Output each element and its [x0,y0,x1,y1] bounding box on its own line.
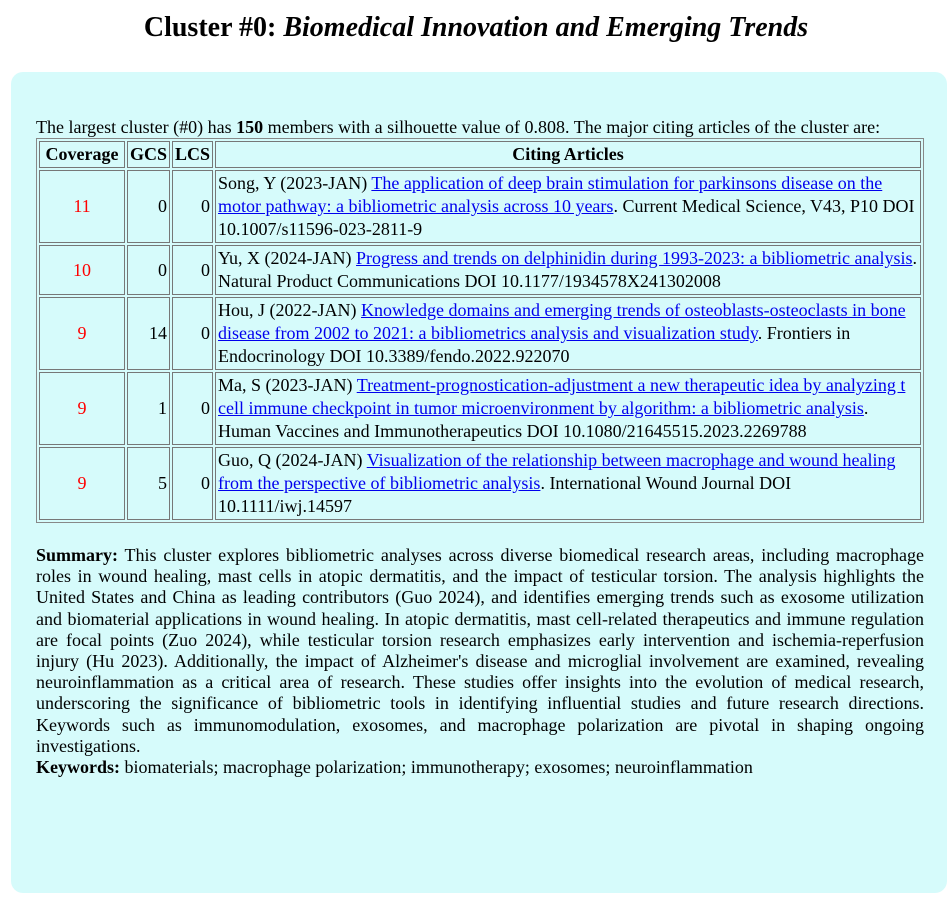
lcs-cell: 0 [172,372,213,445]
article-source: . Natural Product Communications DOI 10.1177/1934578X241302008 [218,248,917,291]
article-cell [215,372,921,445]
article-author: Guo, Q (2024-JAN) [218,450,367,470]
article-cell [215,297,921,370]
member-count: 150 [236,117,264,137]
table-row [39,447,921,520]
article-author: Hou, J (2022-JAN) [218,300,362,320]
coverage-cell: 9 [39,372,125,445]
article-cell [215,170,921,243]
table-row [39,372,921,445]
article-source: . Current Medical Science, V43, P10 DOI 10.1007/s11596-023-2811-9 [218,196,915,239]
table-header-row [39,141,921,168]
lcs-cell: 0 [172,245,213,295]
header-gcs: GCS [127,141,170,168]
article-title-link[interactable]: Visualization of the relationship between macrophage and wound healing from the perspective of bibliometric analysis [218,450,896,493]
article-source: . International Wound Journal DOI 10.1111/iwj.14597 [218,473,792,516]
coverage-cell: 9 [39,297,125,370]
article-cell [215,447,921,520]
article-title-link[interactable]: Knowledge domains and emerging trends of osteoblasts-osteoclasts in bone disease from 2002 to 2021: a bibliometrics analysis and visualization study [218,300,906,343]
article-source: . Human Vaccines and Immunotherapeutics DOI 10.1080/21645515.2023.2269788 [218,398,869,441]
intro-text [36,116,924,138]
article-source: . Frontiers in Endocrinology DOI 10.3389/fendo.2022.922070 [218,323,851,366]
table-row [39,297,921,370]
coverage-cell: 10 [39,245,125,295]
header-citing-articles: Citing Articles [215,141,921,168]
article-author: Yu, X (2024-JAN) [218,248,357,268]
gcs-cell: 0 [127,245,170,295]
article-title-link[interactable]: The application of deep brain stimulation for parkinsons disease on the motor pathway: a bibliometric analysis across 10 years [218,173,883,216]
lcs-cell: 0 [172,297,213,370]
title-prefix: Cluster #0: [143,12,277,43]
table-row [39,245,921,295]
summary-text: This cluster explores bibliometric analyses across diverse biomedical research areas, including macrophage roles in wound healing, mast cells in atopic dermatitis, and the impact of testicular torsion. The analysis highlights the United States and China as leading contributors (Guo 2024), and identifies emerging trends such as exosome utilization and biomaterial applications in wound healing. In atopic dermatitis, mast cell-related therapeutics and immune regulation are focal points (Zuo 2024), while testicular torsion research emphasizes early intervention and ischemia-reperfusion injury (Hu 2023). Additionally, the impact of Alzheimer's disease and microglial involvement are examined, revealing neuroinflammation as a critical area of research. These studies offer insights into the evolution of medical research, underscoring the significance of bibliometric tools in identifying influential studies and future research directions. Keywords such as immunomodulation, exosomes, and macrophage polarization are pivotal in shaping ongoing investigations. [36,545,924,756]
article-author: Ma, S (2023-JAN) [218,375,357,395]
coverage-cell: 11 [39,170,125,243]
intro-part: members with a silhouette value of 0.808. The major citing articles of the cluster are: [263,117,881,137]
article-author: Song, Y (2023-JAN) [218,173,372,193]
lcs-cell: 0 [172,447,213,520]
cluster-panel [11,72,947,893]
article-cell [215,245,921,295]
gcs-cell: 14 [127,297,170,370]
keywords-label: Keywords: [36,757,120,778]
coverage-cell: 9 [39,447,125,520]
keywords-text: biomaterials; macrophage polarization; immunotherapy; exosomes; neuroinflammation [120,757,753,778]
header-lcs: LCS [172,141,213,168]
intro-part: The largest cluster (#0) has [36,117,237,137]
gcs-cell: 5 [127,447,170,520]
table-row [39,170,921,243]
gcs-cell: 0 [127,170,170,243]
summary [36,545,924,778]
gcs-cell: 1 [127,372,170,445]
cluster-name: Biomedical Innovation and Emerging Trends [283,12,809,43]
citing-articles-table [36,138,924,523]
page-title [0,12,952,44]
article-title-link[interactable]: Progress and trends on delphinidin during 1993-2023: a bibliometric analysis [356,248,913,268]
article-title-link[interactable]: Treatment-prognostication-adjustment a new therapeutic idea by analyzing t cell immune checkpoint in tumor microenvironment by algorithm: a bibliometric analysis [218,375,906,418]
lcs-cell: 0 [172,170,213,243]
summary-label: Summary: [36,545,118,565]
header-coverage: Coverage [39,141,125,168]
